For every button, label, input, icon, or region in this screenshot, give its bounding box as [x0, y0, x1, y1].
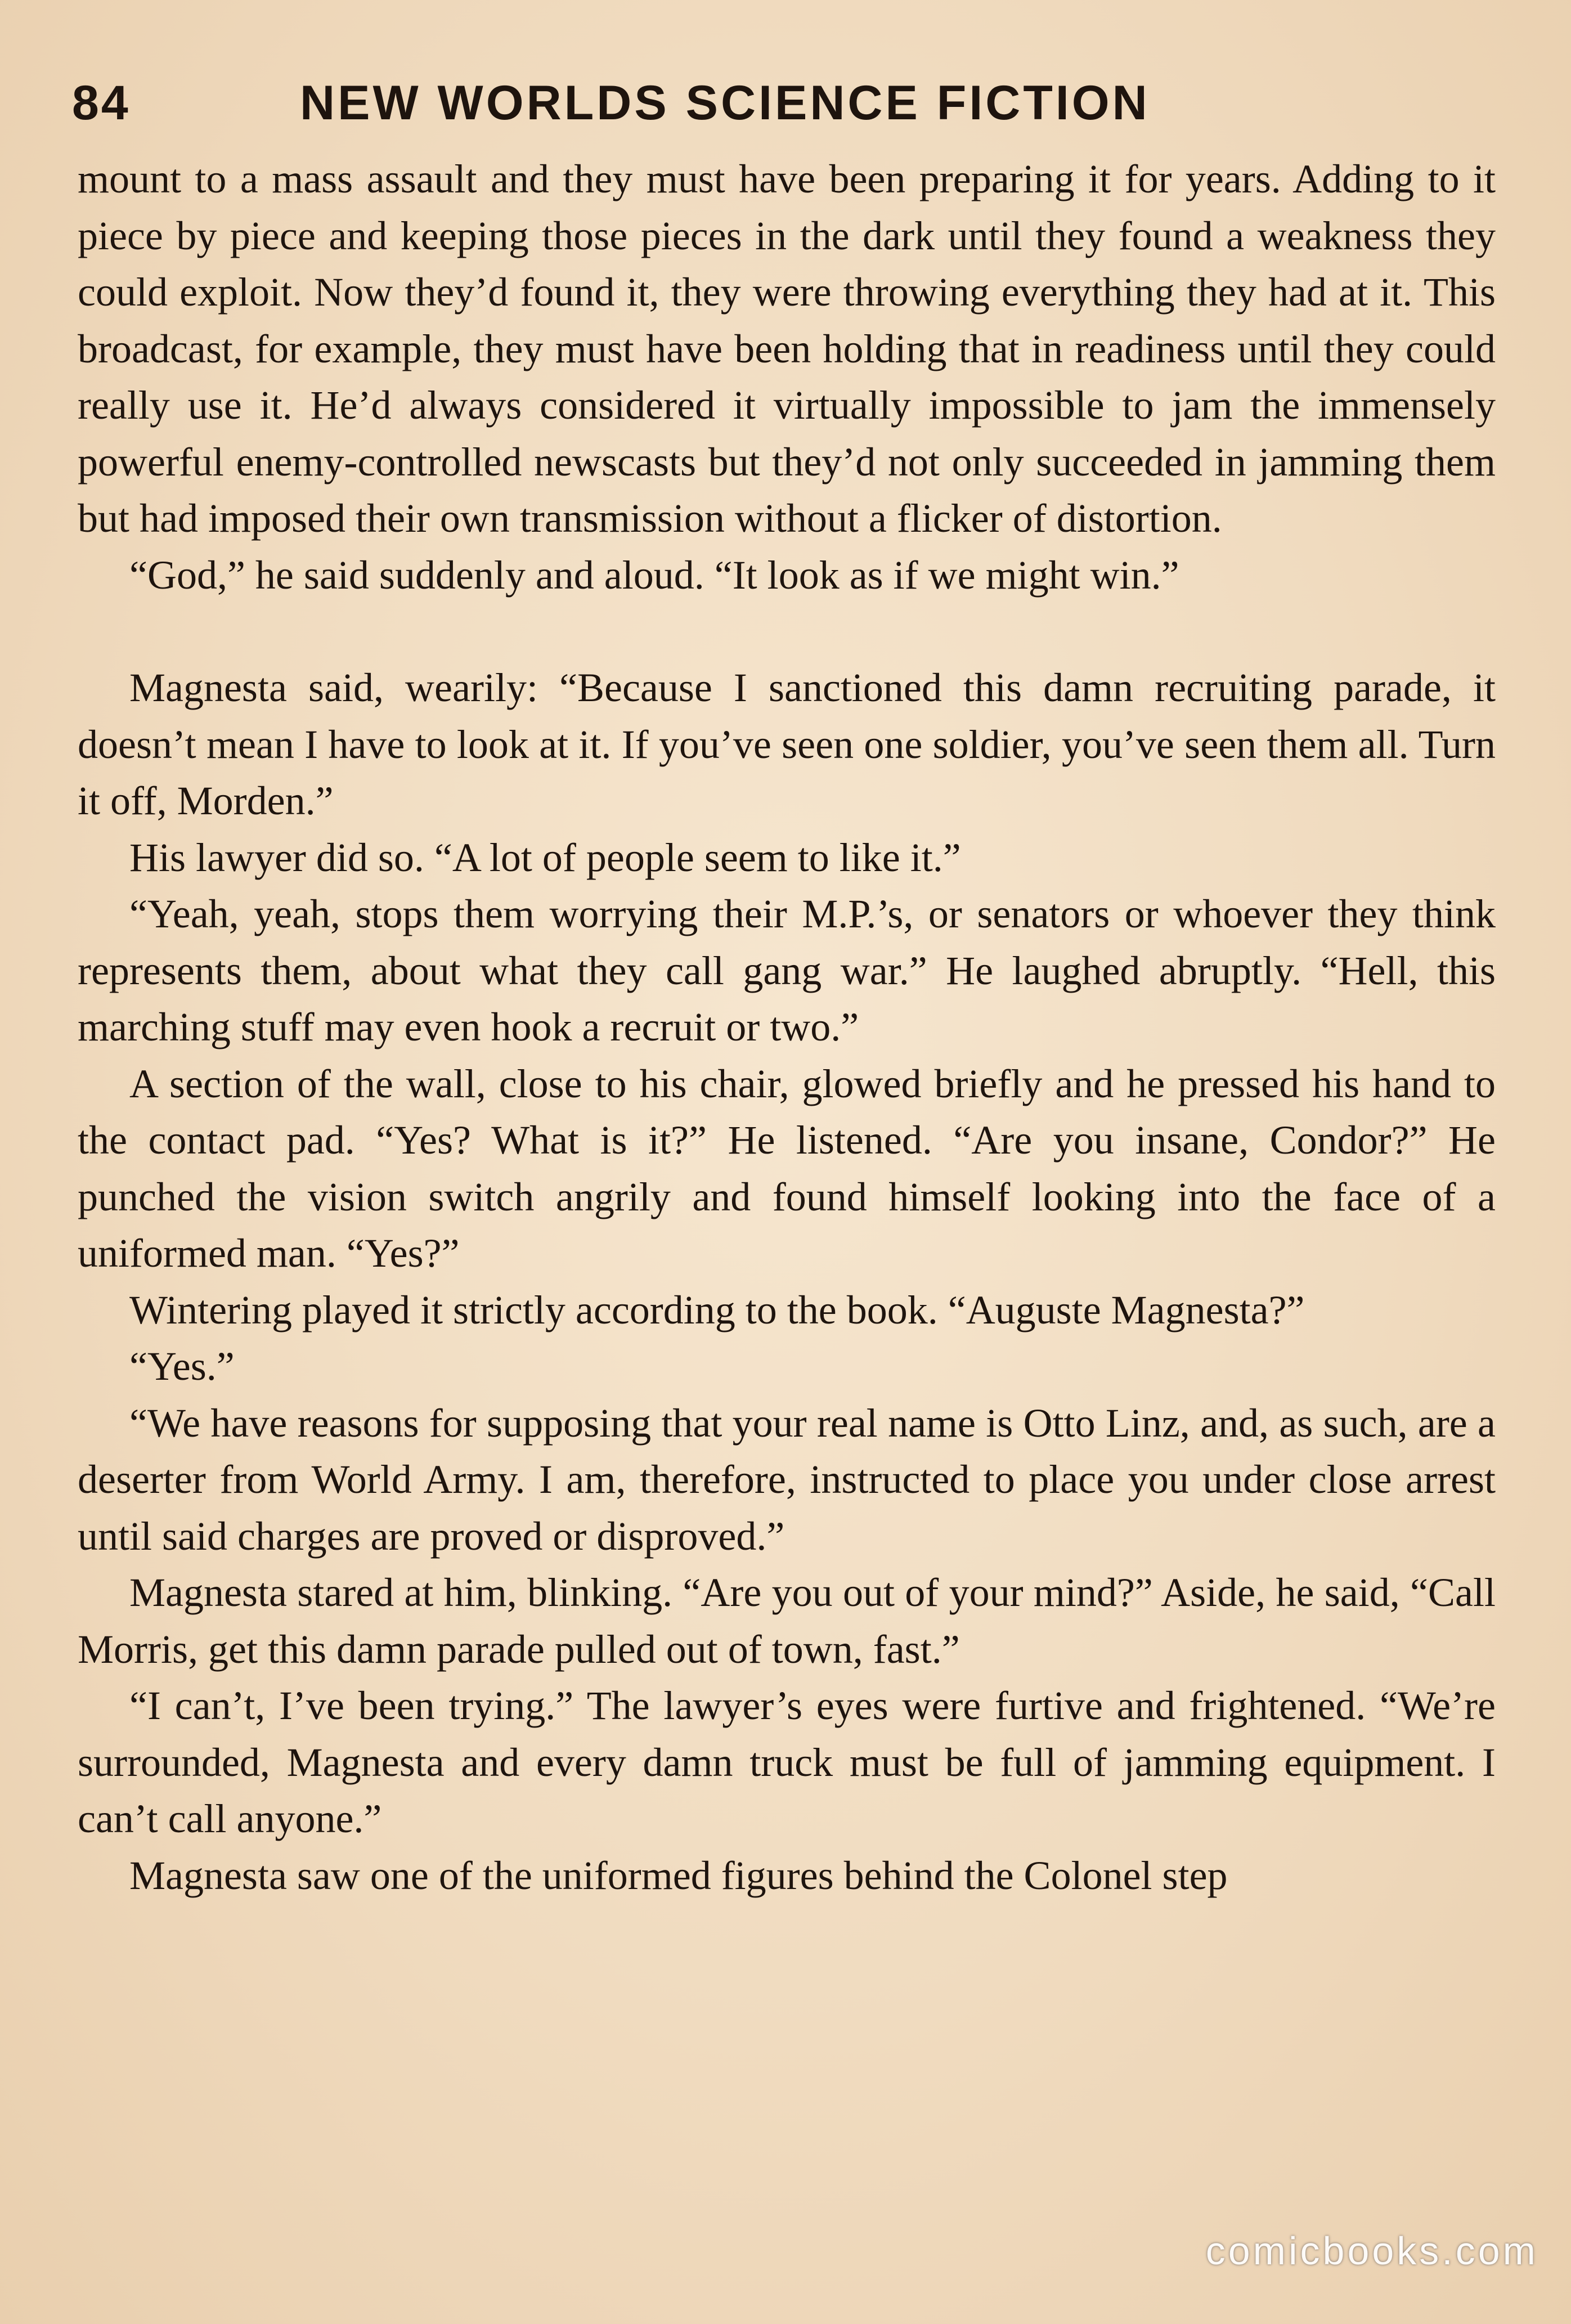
watermark: comicbooks.com [1205, 2229, 1538, 2273]
paragraph: Wintering played it strictly according to the book. “Auguste Magnesta?” [129, 1287, 1305, 1333]
page-number: 84 [72, 76, 131, 130]
paragraph: “Yes.” [129, 1344, 235, 1389]
paragraph: Magnesta said, wearily: “Because I sanctioned this damn recruiting parade, it doesn’t mean I have to look at it. If you’ve seen one soldier, you’ve seen them all. Turn it off, Morden.” [78, 665, 1496, 823]
running-title: NEW WORLDS SCIENCE FICTION [300, 76, 1150, 130]
paragraph: “Yeah, yeah, stops them worrying their M.P.’s, or senators or whoever they think represents them, about what they call gang war.” He laughed abruptly. “Hell, this marching stuff may even hook a recruit or two.” [78, 891, 1496, 1049]
paragraph: “God,” he said suddenly and aloud. “It look as if we might win.” [129, 552, 1179, 598]
story-text [78, 151, 1496, 1904]
paragraph: “We have reasons for supposing that your real name is Otto Linz, and, as such, are a deserter from World Army. I am, therefore, instructed to place you under close arrest until said charges are proved or disproved.” [78, 1400, 1496, 1559]
paragraph: Magnesta stared at him, blinking. “Are you out of your mind?” Aside, he said, “Call Morris, get this damn parade pulled out of town, fast.” [78, 1570, 1496, 1672]
paragraph: His lawyer did so. “A lot of people seem to like it.” [129, 835, 961, 880]
paragraph: Magnesta saw one of the uniformed figures behind the Colonel step [129, 1852, 1228, 1898]
paragraph: “I can’t, I’ve been trying.” The lawyer’s eyes were furtive and frightened. “We’re surrounded, Magnesta and every damn truck must be full of jamming equipment. I can’t call anyone.” [78, 1683, 1496, 1841]
paragraph: A section of the wall, close to his chair, glowed briefly and he pressed his hand to the contact pad. “Yes? What is it?” He listened. “Are you insane, Condor?” He punched the vision switch angrily and found himself looking into the face of a uniformed man. “Yes?” [78, 1061, 1496, 1276]
running-header [72, 72, 1512, 134]
paragraph: mount to a mass assault and they must have been preparing it for years. Adding to it piece by piece and keeping those pieces in the dark until they found a weakness they could exploit. Now they’d found it, they were throwing everything they had at it. This broadcast, for example, they must have been holding that in readiness until they could really use it. He’d always considered it virtually impossible to jam the immensely powerful enemy-controlled newscasts but they’d not only succeeded in jamming them but had imposed their own transmission without a flicker of distortion. [78, 156, 1496, 541]
